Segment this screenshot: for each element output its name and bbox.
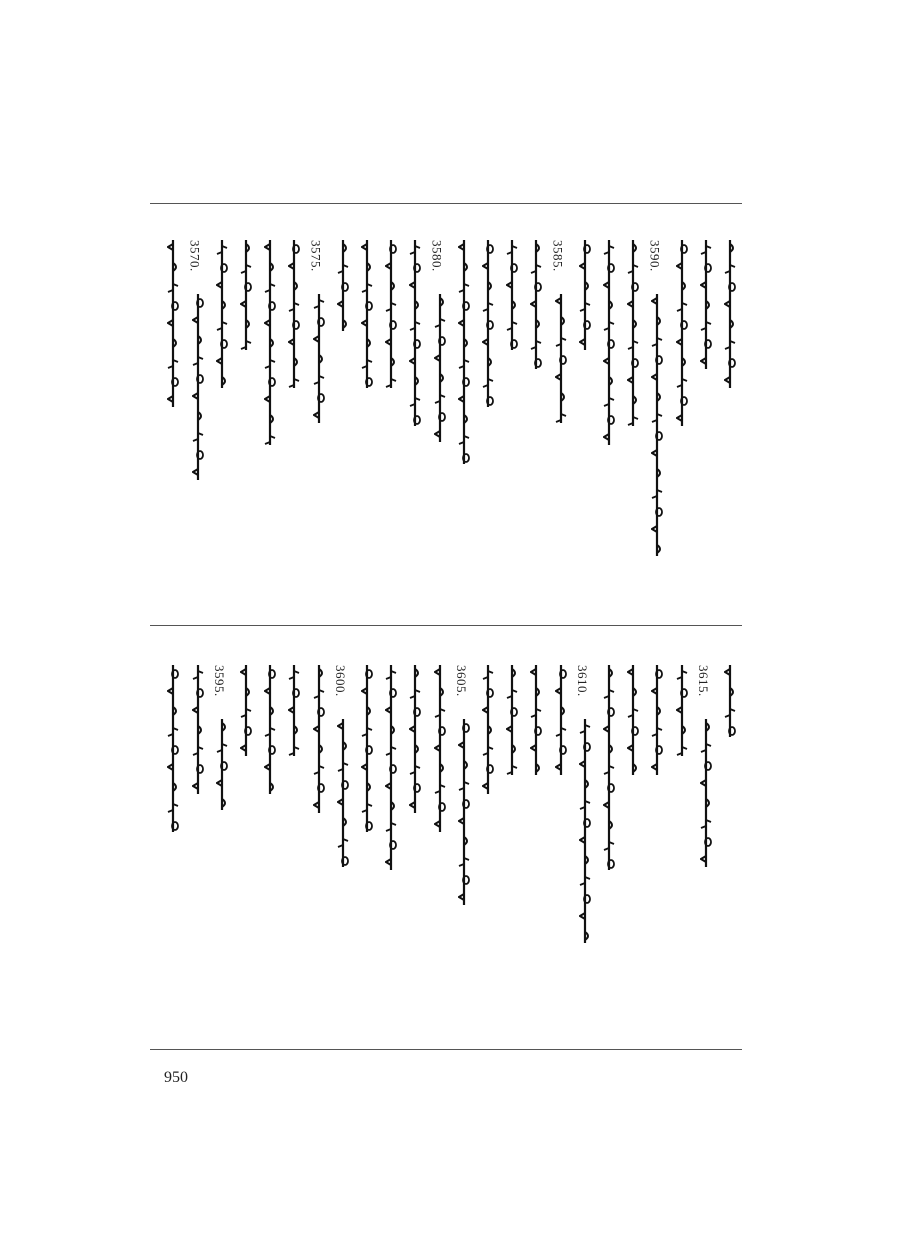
verse-number: 3600. bbox=[332, 665, 348, 697]
mongolian-script-text bbox=[288, 240, 298, 392]
mongolian-script-text bbox=[361, 240, 371, 392]
mongolian-script-text bbox=[555, 665, 565, 779]
verse-number: 3595. bbox=[211, 665, 227, 697]
mongolian-script-text bbox=[579, 719, 589, 947]
mongolian-script-text bbox=[627, 665, 637, 779]
mongolian-script-text bbox=[530, 240, 540, 373]
mongolian-script-text bbox=[651, 294, 661, 560]
mongolian-script-text bbox=[192, 294, 202, 484]
mongolian-script-text bbox=[313, 294, 323, 427]
rule-bottom bbox=[150, 1049, 742, 1050]
rule-middle bbox=[150, 625, 742, 626]
verse-number: 3575. bbox=[308, 240, 324, 272]
verse-number: 3590. bbox=[647, 240, 663, 272]
mongolian-script-text bbox=[385, 240, 395, 392]
mongolian-script-text bbox=[216, 719, 226, 814]
mongolian-script-text bbox=[724, 665, 734, 741]
mongolian-script-text bbox=[216, 240, 226, 392]
mongolian-script-text bbox=[240, 665, 250, 760]
verse-number: 3580. bbox=[429, 240, 445, 272]
verse-number: 3585. bbox=[550, 240, 566, 272]
mongolian-script-text bbox=[603, 665, 613, 874]
mongolian-script-text bbox=[409, 665, 419, 817]
verse-panel-bottom bbox=[150, 665, 742, 935]
verse-number: 3570. bbox=[187, 240, 203, 272]
page-number: 950 bbox=[164, 1069, 188, 1086]
mongolian-script-text bbox=[700, 719, 710, 871]
mongolian-script-text bbox=[458, 240, 468, 468]
verse-number: 3615. bbox=[695, 665, 711, 697]
mongolian-script-text bbox=[627, 240, 637, 430]
mongolian-script-text bbox=[337, 240, 347, 335]
mongolian-script-text bbox=[337, 719, 347, 871]
mongolian-script-text bbox=[264, 665, 274, 798]
mongolian-script-text bbox=[361, 665, 371, 836]
mongolian-script-text bbox=[264, 240, 274, 449]
mongolian-script-text bbox=[506, 240, 516, 354]
mongolian-script-text bbox=[167, 665, 177, 836]
mongolian-script-text bbox=[192, 665, 202, 798]
mongolian-script-text bbox=[482, 665, 492, 798]
verse-panel-top bbox=[150, 240, 742, 610]
mongolian-script-text bbox=[167, 240, 177, 411]
mongolian-script-text bbox=[458, 719, 468, 909]
mongolian-script-text bbox=[506, 665, 516, 779]
mongolian-script-text bbox=[385, 665, 395, 874]
mongolian-script-text bbox=[579, 240, 589, 354]
mongolian-script-text bbox=[434, 294, 444, 446]
mongolian-script-text bbox=[676, 665, 686, 760]
mongolian-script-text bbox=[482, 240, 492, 411]
rule-top bbox=[150, 203, 742, 204]
mongolian-script-text bbox=[555, 294, 565, 427]
mongolian-script-text bbox=[700, 240, 710, 373]
mongolian-script-text bbox=[724, 240, 734, 392]
mongolian-script-text bbox=[313, 665, 323, 817]
mongolian-script-text bbox=[240, 240, 250, 354]
verse-number: 3610. bbox=[574, 665, 590, 697]
mongolian-script-text bbox=[603, 240, 613, 449]
mongolian-script-text bbox=[288, 665, 298, 760]
mongolian-script-text bbox=[530, 665, 540, 779]
mongolian-script-text bbox=[434, 665, 444, 836]
mongolian-script-text bbox=[651, 665, 661, 779]
verse-number: 3605. bbox=[453, 665, 469, 697]
mongolian-script-text bbox=[676, 240, 686, 430]
mongolian-script-text bbox=[409, 240, 419, 430]
